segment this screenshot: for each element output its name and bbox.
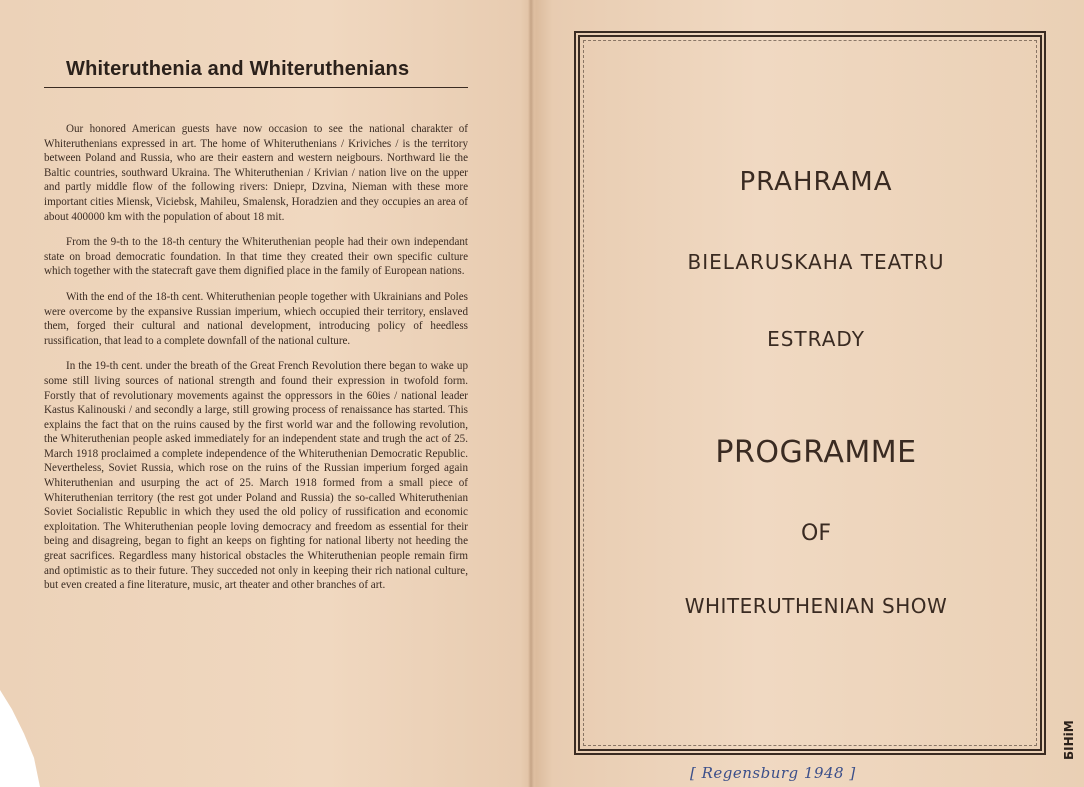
page-heading: Whiteruthenia and Whiteruthenians <box>44 58 468 88</box>
paragraph-4: In the 19-th cent. under the breath of the Great French Revolution there began to wake up some still living sources of national strength and found their expression in twofold form. Forstly that of revolutionary movements against the oppressors in the 60ies / national leader Kastus Kalinouski / and secondly a large, still growing process of renaissance has started. This explains the fact that on the ruins caused by the first world war and the following revolution, the Whiteruthenian people asked immediately for an independent state and trugh the act of 25. March 1918 proclaimed a complete independence of the Whiteruthenian Democratic Republic. Nevertheless, Soviet Russia, which rose on the ruins of the Russian imperium forged again Whiteruthenian and usurping the act of 25. March 1918 formed from a small piece of Whiteruthenian territory (the rest got under Poland and Russia) the so-called Whiteruthenian Soviet Socialistic Republic in which they used the old policy of russification and economic exploitation. The Whiteruthenian people loving democracy and freedom as essential for their being and disagreing, began to fight an keeps on fighting for national liberty not heeding the great sacrifices. Regardless many historical obstacles the Whiteruthenian people remain firm and optimistic as to their future. They succeded not only in keeping their rich national culture, but even created a fine literature, music, art theater and other branches of art. <box>44 360 468 592</box>
center-fold <box>528 0 534 787</box>
torn-corner <box>0 690 40 787</box>
cover-subtitle-theatre: BIELARUSKAHA TEATRU <box>687 250 945 274</box>
paragraph-1: Our honored American guests have now occasion to see the national charakter of Whiteruthenians expressed in art. The home of Whiteruthenians / Kriviches / is the territory between Poland and Russia, who are their eastern and western neigbours. Northward lie the Baltic countries, southward Ukraina. The Whiteruthenian / Krivian / nation live on the upper and partly middle flow of the following rivers: Dniepr, Dzvina, Nieman with these more important cities Miensk, Viciebsk, Mahileu, Smalensk, Horadzien and they occupies an area of about 400000 km with the population of about 18 mit. <box>44 123 468 223</box>
archive-stamp: БІНіМ <box>1062 720 1076 760</box>
cover-title-prahrama: PRAHRAMA <box>739 167 893 197</box>
cover-subtitle-estrady: ESTRADY <box>767 327 865 351</box>
cover-word-of: OF <box>801 521 831 546</box>
handwritten-note: [ Regensburg 1948 ] <box>690 764 856 782</box>
left-page <box>44 58 468 604</box>
paragraph-2: From the 9-th to the 18-th century the Whiteruthenian people had their own independant state on broad democratic foundation. In that time they created their own specific culture which together with the statecraft gave them dignified place in the family of European nations. <box>44 236 468 278</box>
cover-title-programme: PROGRAMME <box>715 435 917 470</box>
paragraph-3: With the end of the 18-th cent. Whiteruthenian people together with Ukrainians and Poles were overcome by the expansive Russian imperium, whiech occupied their territory, enslaved them, forged their cultural and national development, introducing policy of heedless russification, that lead to a complete downfall of the national culture. <box>44 290 468 347</box>
cover-show-name: WHITERUTHENIAN SHOW <box>684 594 948 618</box>
cover-frame <box>574 31 1046 755</box>
